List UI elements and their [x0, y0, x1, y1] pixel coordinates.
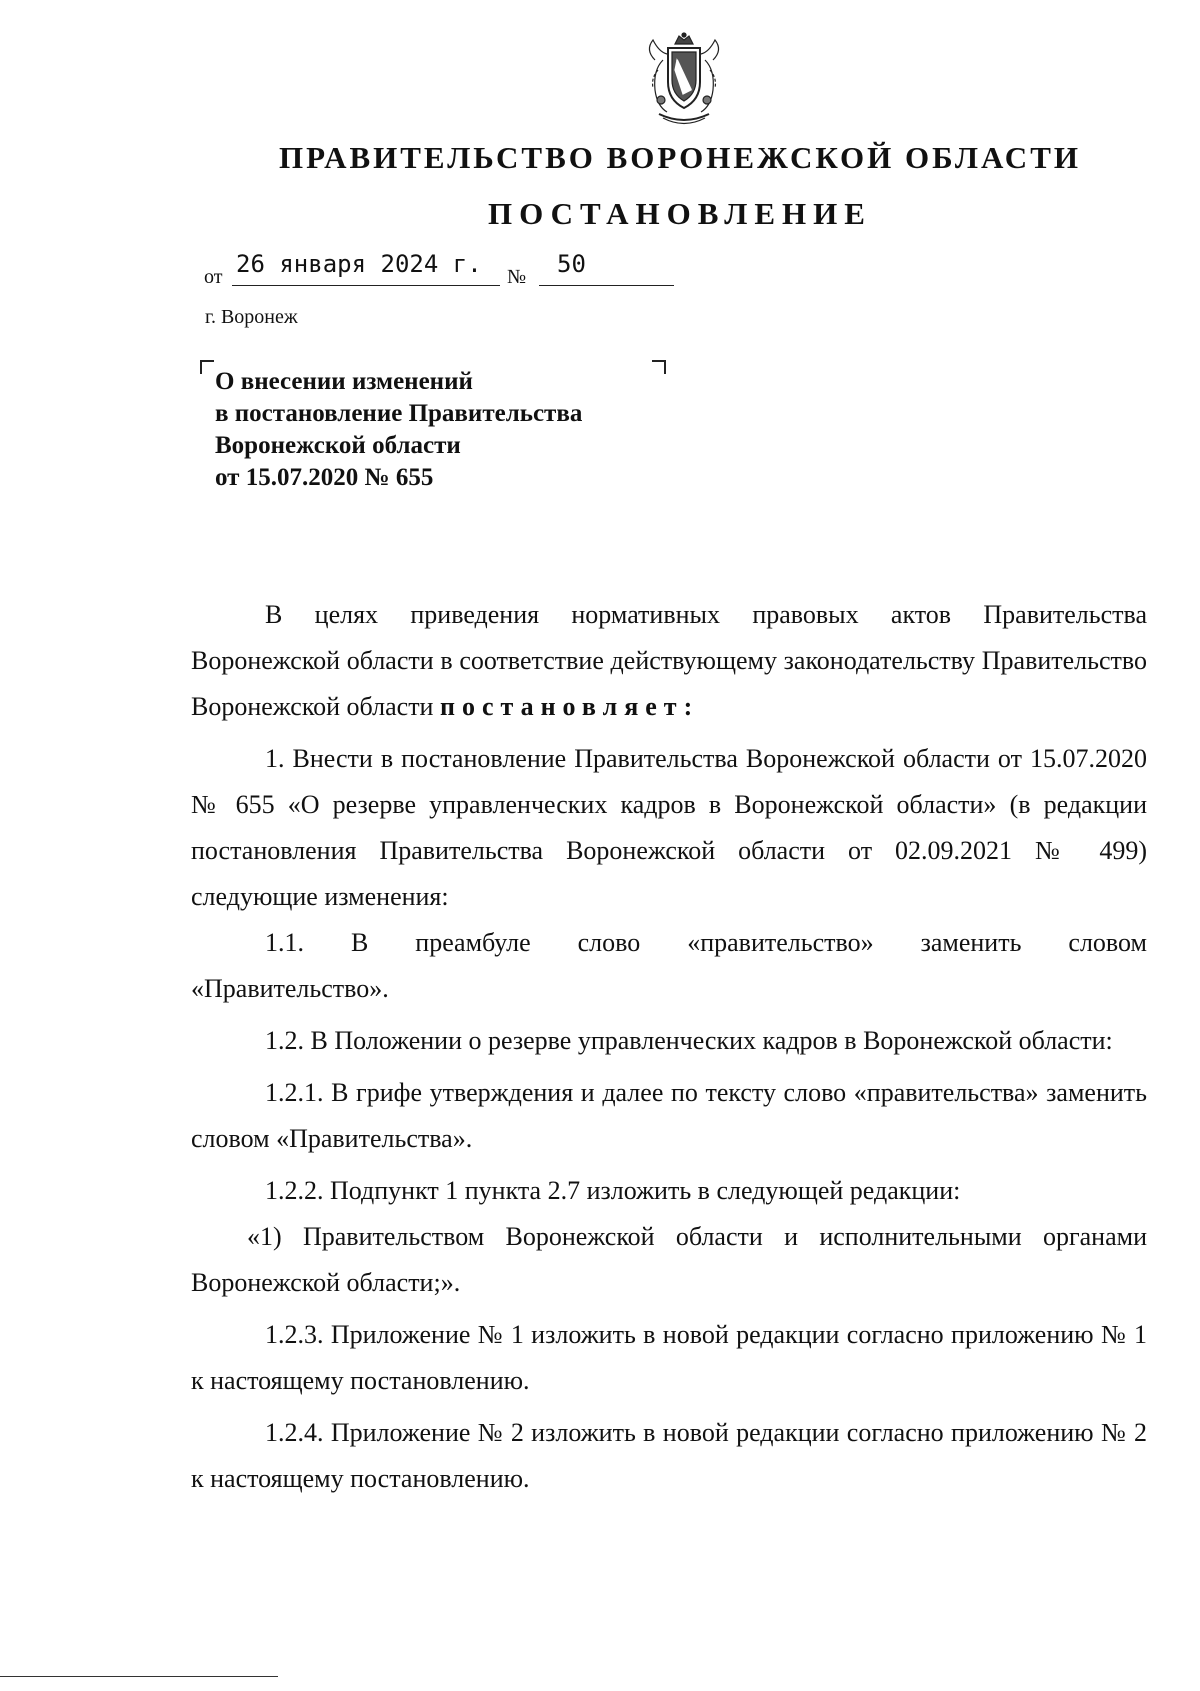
- p1-1-word: преамбуле: [415, 928, 531, 957]
- document-subject: [215, 366, 675, 494]
- date-prefix-label: от: [204, 266, 223, 288]
- paragraph-1-2-1: 1.2.1. В грифе утверждения и далее по тексту слово «правительства» заменить словом «Правительства».: [191, 1078, 1147, 1153]
- subject-line: О внесении изменений: [215, 368, 473, 395]
- p1-1-word: слово: [577, 928, 641, 957]
- paragraph-1-2-4: 1.2.4. Приложение № 2 изложить в новой редакции согласно приложению № 2 к настоящему постановлению.: [191, 1418, 1147, 1493]
- subject-line: Воронежской области: [215, 432, 461, 459]
- paragraph-1: 1. Внести в постановление Правительства Воронежской области от 15.07.2020 № 655 «О резерве управленческих кадров в Воронежской области» (в редакции постановления Правительства Воронежской области от 02.09.2021 № 499) следующие изменения:: [191, 744, 1147, 911]
- paragraph-1-2-2: 1.2.2. Подпункт 1 пункта 2.7 изложить в следующей редакции:: [265, 1176, 961, 1205]
- subject-line: в постановление Правительства: [215, 400, 583, 427]
- paragraph-1-2-3: 1.2.3. Приложение № 1 изложить в новой редакции согласно приложению № 1 к настоящему постановлению.: [191, 1320, 1147, 1395]
- intro-text: В целях приведения нормативных правовых актов Правительства Воронежской области в соответствие действующему законодательству Правительство Воронежской области: [191, 600, 1147, 721]
- city-label: г. Воронеж: [205, 306, 298, 328]
- document-number: 50: [557, 250, 586, 278]
- date-number-line: [204, 250, 684, 290]
- document-body: [191, 592, 1147, 1502]
- coat-of-arms-icon: [625, 30, 743, 130]
- p1-1-word: словом: [1068, 928, 1147, 957]
- p1-1-word: «правительство»: [687, 928, 874, 957]
- paragraph-1-1-end: «Правительство».: [191, 974, 389, 1003]
- subject-line: от 15.07.2020 № 655: [215, 464, 434, 491]
- footer-rule: [0, 1676, 278, 1677]
- p1-1-word: 1.1.: [265, 928, 304, 957]
- intro-paragraph: [191, 592, 1147, 730]
- paragraph-1-2-2-quote: «1) Правительством Воронежской области и исполнительными органами Воронежской области;».: [191, 1222, 1147, 1297]
- p1-1-word: В: [350, 928, 369, 957]
- paragraph-1-2: 1.2. В Положении о резерве управленческих кадров в Воронежской области:: [265, 1026, 1113, 1055]
- decree-keyword: постановляет:: [439, 692, 700, 721]
- document-type: ПОСТАНОВЛЕНИЕ: [488, 196, 872, 231]
- p1-1-word: заменить: [920, 928, 1022, 957]
- paragraph-1-1-line: [191, 920, 1147, 966]
- government-title: ПРАВИТЕЛЬСТВО ВОРОНЕЖСКОЙ ОБЛАСТИ: [279, 140, 1081, 175]
- number-sign-label: №: [507, 266, 527, 288]
- subject-corner-left: [200, 360, 214, 374]
- date-underline: [232, 285, 500, 286]
- number-underline: [539, 285, 674, 286]
- document-date: 26 января 2024 г.: [236, 250, 482, 278]
